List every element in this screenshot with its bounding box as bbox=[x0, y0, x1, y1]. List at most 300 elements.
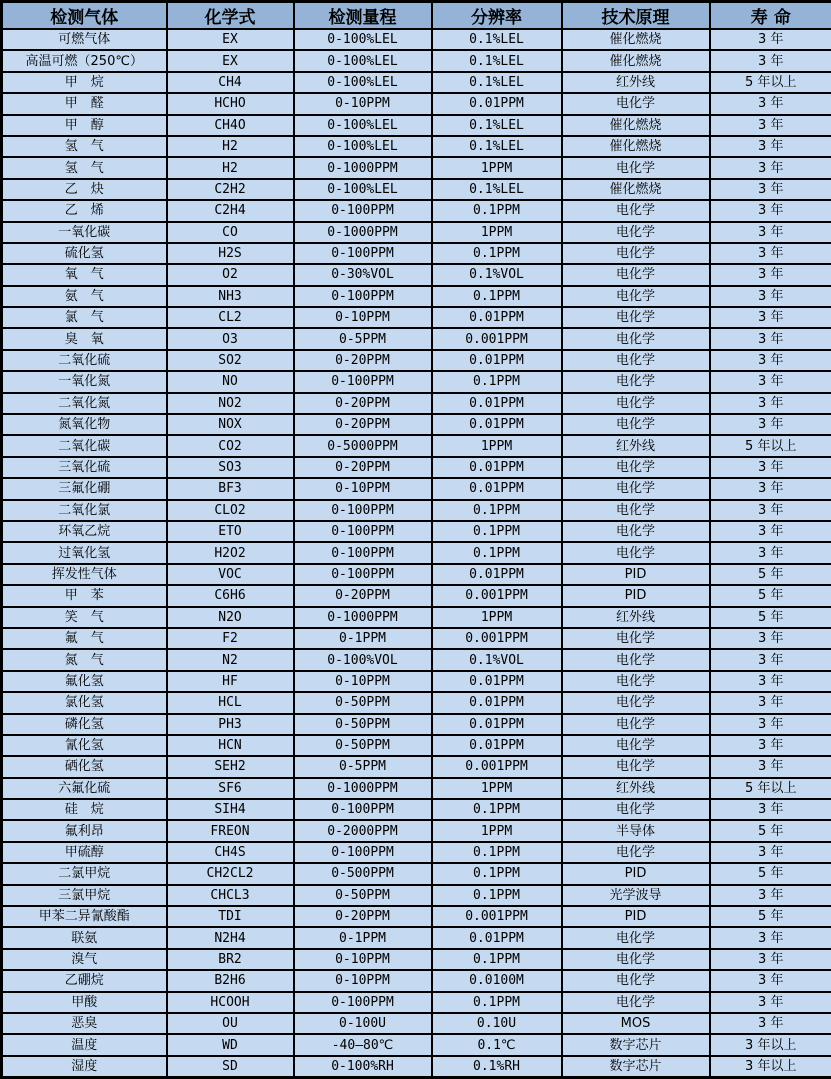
cell-gas-name: 甲 醇 bbox=[2, 115, 167, 136]
table-row bbox=[2, 93, 831, 114]
table-row bbox=[2, 500, 831, 521]
column-header-4: 技术原理 bbox=[562, 2, 710, 30]
table-row bbox=[2, 200, 831, 221]
cell-resolution: 0.01PPM bbox=[432, 478, 562, 499]
cell-technology: 电化学 bbox=[562, 671, 710, 692]
cell-lifespan: 3 年 bbox=[710, 885, 831, 906]
cell-resolution: 0.01PPM bbox=[432, 671, 562, 692]
table-row bbox=[2, 949, 831, 970]
cell-technology: 电化学 bbox=[562, 521, 710, 542]
cell-technology: MOS bbox=[562, 1013, 710, 1034]
cell-gas-name: 乙 烯 bbox=[2, 200, 167, 221]
cell-technology: 电化学 bbox=[562, 393, 710, 414]
cell-lifespan: 3 年 bbox=[710, 842, 831, 863]
cell-gas-name: 氟利昂 bbox=[2, 820, 167, 841]
cell-detection-range: 0-20PPM bbox=[294, 393, 432, 414]
cell-gas-name: 一氧化碳 bbox=[2, 222, 167, 243]
cell-detection-range: 0-100%LEL bbox=[294, 115, 432, 136]
cell-resolution: 0.1PPM bbox=[432, 286, 562, 307]
cell-resolution: 0.1PPM bbox=[432, 949, 562, 970]
cell-technology: 催化燃烧 bbox=[562, 29, 710, 50]
cell-technology: 电化学 bbox=[562, 992, 710, 1013]
cell-gas-name: 二氧化氮 bbox=[2, 393, 167, 414]
cell-lifespan: 3 年 bbox=[710, 286, 831, 307]
cell-detection-range: 0-1000PPM bbox=[294, 222, 432, 243]
cell-chemical-formula: N2H4 bbox=[167, 927, 294, 948]
table-row bbox=[2, 607, 831, 628]
cell-detection-range: 0-100PPM bbox=[294, 200, 432, 221]
cell-resolution: 0.10U bbox=[432, 1013, 562, 1034]
table-row bbox=[2, 328, 831, 349]
table-row bbox=[2, 307, 831, 328]
cell-technology: 电化学 bbox=[562, 714, 710, 735]
cell-lifespan: 3 年 bbox=[710, 735, 831, 756]
table-row bbox=[2, 906, 831, 927]
cell-gas-name: 氮氧化物 bbox=[2, 414, 167, 435]
cell-resolution: 0.01PPM bbox=[432, 393, 562, 414]
table-row bbox=[2, 29, 831, 50]
cell-lifespan: 3 年 bbox=[710, 350, 831, 371]
cell-detection-range: 0-100%LEL bbox=[294, 179, 432, 200]
table-row bbox=[2, 820, 831, 841]
cell-gas-name: 高温可燃（250℃） bbox=[2, 50, 167, 71]
cell-detection-range: 0-100PPM bbox=[294, 243, 432, 264]
cell-resolution: 0.1PPM bbox=[432, 521, 562, 542]
cell-resolution: 0.1%LEL bbox=[432, 179, 562, 200]
cell-technology: 电化学 bbox=[562, 307, 710, 328]
cell-gas-name: 恶臭 bbox=[2, 1013, 167, 1034]
table-row bbox=[2, 542, 831, 563]
cell-detection-range: 0-100PPM bbox=[294, 542, 432, 563]
table-row bbox=[2, 842, 831, 863]
cell-resolution: 0.1PPM bbox=[432, 200, 562, 221]
cell-chemical-formula: SEH2 bbox=[167, 756, 294, 777]
cell-chemical-formula: CH4 bbox=[167, 72, 294, 93]
cell-resolution: 1PPM bbox=[432, 157, 562, 178]
cell-technology: 电化学 bbox=[562, 649, 710, 670]
cell-detection-range: 0-100PPM bbox=[294, 564, 432, 585]
cell-technology: 电化学 bbox=[562, 970, 710, 991]
cell-gas-name: 溴气 bbox=[2, 949, 167, 970]
cell-chemical-formula: SIH4 bbox=[167, 799, 294, 820]
cell-lifespan: 3 年 bbox=[710, 200, 831, 221]
cell-chemical-formula: HF bbox=[167, 671, 294, 692]
cell-lifespan: 3 年 bbox=[710, 264, 831, 285]
cell-resolution: 0.01PPM bbox=[432, 714, 562, 735]
cell-gas-name: 氟 气 bbox=[2, 628, 167, 649]
cell-resolution: 0.1PPM bbox=[432, 542, 562, 563]
cell-detection-range: 0-100%LEL bbox=[294, 72, 432, 93]
cell-resolution: 0.1%VOL bbox=[432, 264, 562, 285]
cell-chemical-formula: FREON bbox=[167, 820, 294, 841]
cell-resolution: 0.1PPM bbox=[432, 371, 562, 392]
cell-detection-range: 0-5000PPM bbox=[294, 435, 432, 456]
cell-technology: 电化学 bbox=[562, 927, 710, 948]
cell-gas-name: 氢 气 bbox=[2, 136, 167, 157]
cell-gas-name: 二氧化碳 bbox=[2, 435, 167, 456]
table-row bbox=[2, 756, 831, 777]
cell-lifespan: 3 年 bbox=[710, 328, 831, 349]
cell-technology: 电化学 bbox=[562, 286, 710, 307]
cell-chemical-formula: HCHO bbox=[167, 93, 294, 114]
cell-gas-name: 乙硼烷 bbox=[2, 970, 167, 991]
cell-gas-name: 环氧乙烷 bbox=[2, 521, 167, 542]
cell-gas-name: 一氧化氮 bbox=[2, 371, 167, 392]
cell-resolution: 0.1PPM bbox=[432, 885, 562, 906]
cell-gas-name: 硫化氢 bbox=[2, 243, 167, 264]
cell-chemical-formula: N2O bbox=[167, 607, 294, 628]
header-row bbox=[2, 2, 831, 30]
cell-chemical-formula: H2 bbox=[167, 157, 294, 178]
cell-technology: PID bbox=[562, 564, 710, 585]
cell-gas-name: 氯 气 bbox=[2, 307, 167, 328]
cell-chemical-formula: EX bbox=[167, 29, 294, 50]
cell-chemical-formula: TDI bbox=[167, 906, 294, 927]
table-row bbox=[2, 371, 831, 392]
cell-detection-range: 0-5PPM bbox=[294, 328, 432, 349]
cell-technology: 红外线 bbox=[562, 607, 710, 628]
cell-technology: 电化学 bbox=[562, 457, 710, 478]
cell-detection-range: 0-100PPM bbox=[294, 500, 432, 521]
table-row bbox=[2, 628, 831, 649]
cell-lifespan: 3 年 bbox=[710, 949, 831, 970]
cell-lifespan: 3 年 bbox=[710, 115, 831, 136]
cell-chemical-formula: CH2CL2 bbox=[167, 863, 294, 884]
table-row bbox=[2, 136, 831, 157]
cell-resolution: 1PPM bbox=[432, 820, 562, 841]
cell-technology: 电化学 bbox=[562, 222, 710, 243]
cell-technology: 红外线 bbox=[562, 778, 710, 799]
cell-lifespan: 5 年 bbox=[710, 906, 831, 927]
cell-chemical-formula: CO bbox=[167, 222, 294, 243]
cell-detection-range: 0-50PPM bbox=[294, 735, 432, 756]
cell-resolution: 0.001PPM bbox=[432, 328, 562, 349]
cell-gas-name: 二氧化氯 bbox=[2, 500, 167, 521]
cell-technology: 半导体 bbox=[562, 820, 710, 841]
cell-lifespan: 5 年以上 bbox=[710, 435, 831, 456]
cell-chemical-formula: O2 bbox=[167, 264, 294, 285]
cell-gas-name: 过氧化氢 bbox=[2, 542, 167, 563]
cell-gas-name: 氧 气 bbox=[2, 264, 167, 285]
cell-gas-name: 三氟化硼 bbox=[2, 478, 167, 499]
cell-gas-name: 二氯甲烷 bbox=[2, 863, 167, 884]
cell-lifespan: 3 年 bbox=[710, 628, 831, 649]
cell-resolution: 0.001PPM bbox=[432, 906, 562, 927]
cell-technology: PID bbox=[562, 863, 710, 884]
table-row bbox=[2, 435, 831, 456]
cell-technology: PID bbox=[562, 906, 710, 927]
table-row bbox=[2, 478, 831, 499]
cell-lifespan: 3 年 bbox=[710, 307, 831, 328]
cell-detection-range: 0-20PPM bbox=[294, 906, 432, 927]
column-header-2: 检测量程 bbox=[294, 2, 432, 30]
table-row bbox=[2, 735, 831, 756]
cell-detection-range: 0-20PPM bbox=[294, 585, 432, 606]
cell-resolution: 0.1%LEL bbox=[432, 72, 562, 93]
cell-technology: 电化学 bbox=[562, 93, 710, 114]
cell-lifespan: 3 年 bbox=[710, 649, 831, 670]
cell-lifespan: 3 年 bbox=[710, 393, 831, 414]
cell-gas-name: 甲 苯 bbox=[2, 585, 167, 606]
cell-lifespan: 3 年 bbox=[710, 93, 831, 114]
table-row bbox=[2, 521, 831, 542]
cell-lifespan: 3 年以上 bbox=[710, 1034, 831, 1055]
cell-resolution: 0.01PPM bbox=[432, 692, 562, 713]
cell-lifespan: 3 年 bbox=[710, 50, 831, 71]
cell-chemical-formula: NO2 bbox=[167, 393, 294, 414]
cell-gas-name: 联氨 bbox=[2, 927, 167, 948]
cell-gas-name: 温度 bbox=[2, 1034, 167, 1055]
cell-gas-name: 甲 醛 bbox=[2, 93, 167, 114]
table-row bbox=[2, 72, 831, 93]
cell-resolution: 0.1PPM bbox=[432, 243, 562, 264]
cell-technology: 催化燃烧 bbox=[562, 115, 710, 136]
table-row bbox=[2, 799, 831, 820]
cell-chemical-formula: C6H6 bbox=[167, 585, 294, 606]
cell-lifespan: 3 年 bbox=[710, 179, 831, 200]
cell-detection-range: 0-1000PPM bbox=[294, 778, 432, 799]
cell-chemical-formula: B2H6 bbox=[167, 970, 294, 991]
cell-detection-range: 0-100%RH bbox=[294, 1056, 432, 1078]
cell-lifespan: 5 年 bbox=[710, 607, 831, 628]
cell-gas-name: 二氧化硫 bbox=[2, 350, 167, 371]
cell-lifespan: 3 年 bbox=[710, 478, 831, 499]
cell-lifespan: 3 年 bbox=[710, 243, 831, 264]
cell-technology: 光学波导 bbox=[562, 885, 710, 906]
cell-lifespan: 3 年 bbox=[710, 414, 831, 435]
cell-chemical-formula: H2O2 bbox=[167, 542, 294, 563]
cell-chemical-formula: CH4O bbox=[167, 115, 294, 136]
cell-resolution: 0.1%LEL bbox=[432, 136, 562, 157]
table-row bbox=[2, 1034, 831, 1055]
cell-resolution: 0.01PPM bbox=[432, 457, 562, 478]
column-header-1: 化学式 bbox=[167, 2, 294, 30]
cell-detection-range: 0-500PPM bbox=[294, 863, 432, 884]
cell-resolution: 0.01PPM bbox=[432, 307, 562, 328]
table-row bbox=[2, 243, 831, 264]
cell-detection-range: 0-100PPM bbox=[294, 521, 432, 542]
cell-lifespan: 3 年 bbox=[710, 992, 831, 1013]
cell-technology: 催化燃烧 bbox=[562, 50, 710, 71]
cell-resolution: 0.1PPM bbox=[432, 992, 562, 1013]
cell-chemical-formula: HCL bbox=[167, 692, 294, 713]
cell-resolution: 0.1℃ bbox=[432, 1034, 562, 1055]
cell-detection-range: 0-100U bbox=[294, 1013, 432, 1034]
cell-gas-name: 氨 气 bbox=[2, 286, 167, 307]
cell-gas-name: 氯化氢 bbox=[2, 692, 167, 713]
cell-technology: 数字芯片 bbox=[562, 1034, 710, 1055]
cell-resolution: 0.01PPM bbox=[432, 927, 562, 948]
cell-resolution: 0.1PPM bbox=[432, 799, 562, 820]
cell-gas-name: 氟化氢 bbox=[2, 671, 167, 692]
cell-lifespan: 5 年 bbox=[710, 863, 831, 884]
cell-detection-range: 0-50PPM bbox=[294, 885, 432, 906]
cell-lifespan: 3 年 bbox=[710, 457, 831, 478]
cell-resolution: 0.0100M bbox=[432, 970, 562, 991]
cell-technology: 电化学 bbox=[562, 628, 710, 649]
cell-resolution: 0.1PPM bbox=[432, 863, 562, 884]
table-row bbox=[2, 671, 831, 692]
table-row bbox=[2, 350, 831, 371]
cell-lifespan: 3 年 bbox=[710, 136, 831, 157]
cell-lifespan: 3 年 bbox=[710, 542, 831, 563]
cell-technology: 数字芯片 bbox=[562, 1056, 710, 1078]
cell-resolution: 0.01PPM bbox=[432, 564, 562, 585]
cell-detection-range: 0-20PPM bbox=[294, 457, 432, 478]
cell-chemical-formula: CL2 bbox=[167, 307, 294, 328]
cell-technology: 电化学 bbox=[562, 350, 710, 371]
table-row bbox=[2, 393, 831, 414]
cell-gas-name: 笑 气 bbox=[2, 607, 167, 628]
cell-lifespan: 3 年 bbox=[710, 500, 831, 521]
cell-resolution: 0.001PPM bbox=[432, 585, 562, 606]
cell-resolution: 0.1%LEL bbox=[432, 115, 562, 136]
cell-gas-name: 甲苯二异氰酸酯 bbox=[2, 906, 167, 927]
cell-detection-range: 0-1000PPM bbox=[294, 157, 432, 178]
cell-resolution: 0.1%RH bbox=[432, 1056, 562, 1078]
table-row bbox=[2, 863, 831, 884]
cell-detection-range: 0-1000PPM bbox=[294, 607, 432, 628]
cell-gas-name: 氰化氢 bbox=[2, 735, 167, 756]
cell-lifespan: 3 年 bbox=[710, 29, 831, 50]
cell-chemical-formula: ETO bbox=[167, 521, 294, 542]
cell-chemical-formula: H2S bbox=[167, 243, 294, 264]
cell-detection-range: 0-1PPM bbox=[294, 927, 432, 948]
cell-lifespan: 3 年 bbox=[710, 222, 831, 243]
table-row bbox=[2, 649, 831, 670]
table-row bbox=[2, 222, 831, 243]
table-row bbox=[2, 1013, 831, 1034]
table-row bbox=[2, 927, 831, 948]
cell-chemical-formula: BF3 bbox=[167, 478, 294, 499]
cell-chemical-formula: CO2 bbox=[167, 435, 294, 456]
cell-chemical-formula: N2 bbox=[167, 649, 294, 670]
table-row bbox=[2, 564, 831, 585]
cell-chemical-formula: C2H2 bbox=[167, 179, 294, 200]
column-header-0: 检测气体 bbox=[2, 2, 167, 30]
table-row bbox=[2, 115, 831, 136]
cell-detection-range: 0-1PPM bbox=[294, 628, 432, 649]
cell-technology: 电化学 bbox=[562, 949, 710, 970]
cell-resolution: 0.01PPM bbox=[432, 350, 562, 371]
table-row bbox=[2, 585, 831, 606]
cell-chemical-formula: HCOOH bbox=[167, 992, 294, 1013]
cell-technology: 红外线 bbox=[562, 435, 710, 456]
table-row bbox=[2, 457, 831, 478]
cell-technology: 电化学 bbox=[562, 414, 710, 435]
cell-lifespan: 3 年以上 bbox=[710, 1056, 831, 1078]
cell-technology: 电化学 bbox=[562, 756, 710, 777]
cell-resolution: 0.001PPM bbox=[432, 756, 562, 777]
cell-lifespan: 3 年 bbox=[710, 521, 831, 542]
cell-detection-range: 0-100PPM bbox=[294, 371, 432, 392]
cell-lifespan: 3 年 bbox=[710, 371, 831, 392]
cell-detection-range: 0-10PPM bbox=[294, 93, 432, 114]
cell-lifespan: 3 年 bbox=[710, 692, 831, 713]
cell-resolution: 1PPM bbox=[432, 778, 562, 799]
cell-chemical-formula: SD bbox=[167, 1056, 294, 1078]
cell-chemical-formula: EX bbox=[167, 50, 294, 71]
cell-detection-range: 0-10PPM bbox=[294, 307, 432, 328]
cell-lifespan: 5 年以上 bbox=[710, 72, 831, 93]
cell-detection-range: 0-100%LEL bbox=[294, 136, 432, 157]
cell-detection-range: 0-100%VOL bbox=[294, 649, 432, 670]
cell-gas-name: 湿度 bbox=[2, 1056, 167, 1078]
cell-chemical-formula: OU bbox=[167, 1013, 294, 1034]
cell-chemical-formula: CH4S bbox=[167, 842, 294, 863]
cell-gas-name: 硒化氢 bbox=[2, 756, 167, 777]
cell-lifespan: 3 年 bbox=[710, 1013, 831, 1034]
cell-gas-name: 挥发性气体 bbox=[2, 564, 167, 585]
cell-detection-range: 0-10PPM bbox=[294, 671, 432, 692]
cell-technology: 电化学 bbox=[562, 799, 710, 820]
cell-gas-name: 甲酸 bbox=[2, 992, 167, 1013]
table-row bbox=[2, 157, 831, 178]
cell-detection-range: 0-100PPM bbox=[294, 992, 432, 1013]
table-row bbox=[2, 1056, 831, 1078]
cell-chemical-formula: PH3 bbox=[167, 714, 294, 735]
cell-lifespan: 5 年 bbox=[710, 820, 831, 841]
cell-technology: PID bbox=[562, 585, 710, 606]
cell-resolution: 1PPM bbox=[432, 435, 562, 456]
column-header-3: 分辨率 bbox=[432, 2, 562, 30]
cell-lifespan: 3 年 bbox=[710, 927, 831, 948]
cell-gas-name: 甲 烷 bbox=[2, 72, 167, 93]
table-row bbox=[2, 885, 831, 906]
cell-resolution: 0.1PPM bbox=[432, 500, 562, 521]
table-row bbox=[2, 692, 831, 713]
table-row bbox=[2, 970, 831, 991]
cell-gas-name: 氢 气 bbox=[2, 157, 167, 178]
cell-gas-name: 臭 氧 bbox=[2, 328, 167, 349]
cell-chemical-formula: SO3 bbox=[167, 457, 294, 478]
cell-detection-range: 0-5PPM bbox=[294, 756, 432, 777]
cell-lifespan: 3 年 bbox=[710, 756, 831, 777]
cell-detection-range: 0-20PPM bbox=[294, 350, 432, 371]
cell-lifespan: 3 年 bbox=[710, 714, 831, 735]
cell-detection-range: 0-2000PPM bbox=[294, 820, 432, 841]
cell-lifespan: 3 年 bbox=[710, 157, 831, 178]
cell-resolution: 0.01PPM bbox=[432, 735, 562, 756]
cell-chemical-formula: O3 bbox=[167, 328, 294, 349]
cell-technology: 电化学 bbox=[562, 478, 710, 499]
cell-detection-range: 0-50PPM bbox=[294, 714, 432, 735]
cell-technology: 电化学 bbox=[562, 200, 710, 221]
cell-detection-range: 0-10PPM bbox=[294, 949, 432, 970]
cell-chemical-formula: NH3 bbox=[167, 286, 294, 307]
cell-chemical-formula: C2H4 bbox=[167, 200, 294, 221]
cell-resolution: 0.001PPM bbox=[432, 628, 562, 649]
cell-technology: 电化学 bbox=[562, 542, 710, 563]
cell-chemical-formula: F2 bbox=[167, 628, 294, 649]
cell-chemical-formula: H2 bbox=[167, 136, 294, 157]
cell-lifespan: 5 年 bbox=[710, 564, 831, 585]
cell-technology: 电化学 bbox=[562, 328, 710, 349]
cell-chemical-formula: WD bbox=[167, 1034, 294, 1055]
cell-detection-range: -40—80℃ bbox=[294, 1034, 432, 1055]
cell-lifespan: 5 年以上 bbox=[710, 778, 831, 799]
cell-gas-name: 三氯甲烷 bbox=[2, 885, 167, 906]
table-row bbox=[2, 778, 831, 799]
table-row bbox=[2, 714, 831, 735]
cell-gas-name: 三氧化硫 bbox=[2, 457, 167, 478]
cell-chemical-formula: NOX bbox=[167, 414, 294, 435]
cell-technology: 电化学 bbox=[562, 371, 710, 392]
cell-chemical-formula: BR2 bbox=[167, 949, 294, 970]
cell-gas-name: 乙 炔 bbox=[2, 179, 167, 200]
cell-gas-name: 氮 气 bbox=[2, 649, 167, 670]
cell-resolution: 0.1%VOL bbox=[432, 649, 562, 670]
